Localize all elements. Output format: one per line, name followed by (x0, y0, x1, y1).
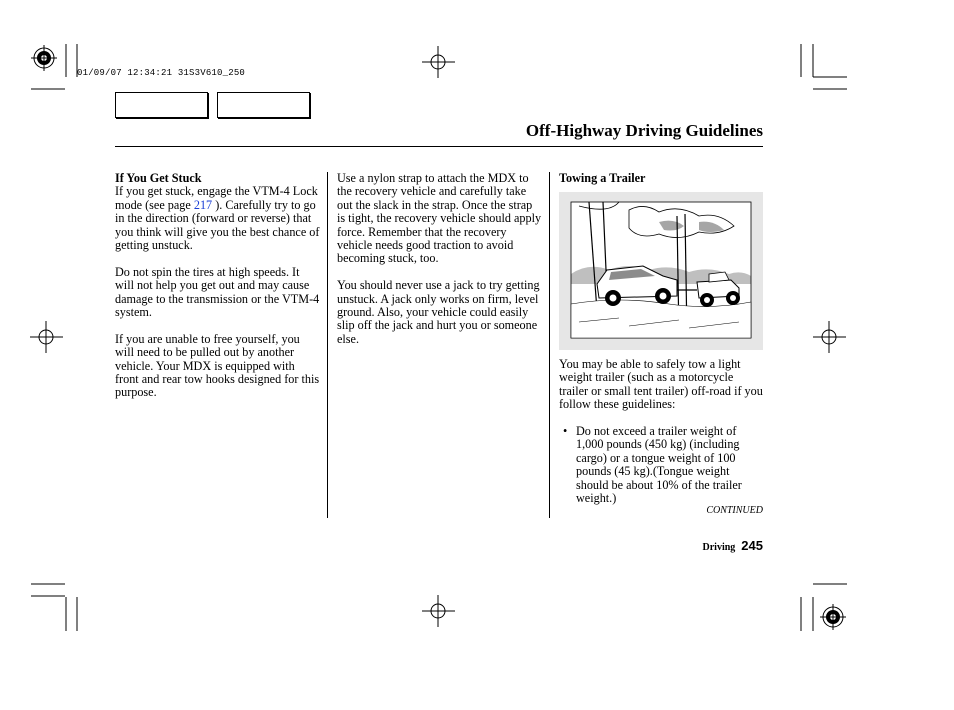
paragraph-stuck-3: If you are unable to free yourself, you will need to be pulled out by another vehicle. Your MDX is equipped with front and rear tow hooks designed for this purpose. (115, 331, 320, 400)
heading-if-you-get-stuck: If You Get Stuck (115, 171, 202, 185)
paragraph-strap: Use a nylon strap to attach the MDX to the recovery vehicle and carefully take out the slack in the strap. Once the strap is tight, the recovery vehicle should apply force. Remember that the recovery vehicle needs good traction to avoid becoming stuck, too. (337, 171, 542, 266)
title-rule (115, 146, 763, 147)
column-3-body (559, 358, 765, 505)
column-3 (559, 172, 765, 185)
continued-label: CONTINUED (706, 505, 763, 516)
paragraph-jack: You should never use a jack to try getting unstuck. A jack only works on firm, level ground. Also, your vehicle could easily slip off the jack and hurt you or someone else. (337, 278, 540, 346)
heading-towing-a-trailer: Towing a Trailer (559, 171, 646, 185)
header-tab-right (217, 92, 310, 118)
paragraph-stuck-2: Do not spin the tires at high speeds. It will not help you get out and may cause damage to the transmission or the VTM-4 system. (115, 264, 320, 320)
column-divider-2 (549, 172, 550, 518)
crosshair-top (422, 46, 455, 78)
crosshair-right (813, 321, 846, 353)
crosshair-left (30, 321, 63, 353)
header-tab-left (115, 92, 208, 118)
page-number: 245 (741, 538, 763, 553)
suv-towing-trailer-image (559, 192, 763, 350)
column-1 (115, 172, 320, 413)
page-title: Off-Highway Driving Guidelines (525, 121, 763, 140)
bullet-symbol: • (563, 424, 568, 439)
crosshair-bottom (422, 595, 455, 627)
bullet-trailer-weight (559, 425, 765, 505)
page-link-217[interactable]: 217 (193, 197, 213, 212)
paragraph-stuck-1: If you get stuck, engage the VTM-4 Lock mode (see page 217 ). Carefully try to go in the direction (forward or reverse) that you think will give you the best chance of getting unstuck. (115, 184, 320, 253)
column-2 (337, 172, 543, 360)
registration-circle-top-left (31, 45, 57, 71)
footer-section-name: Driving (702, 542, 736, 553)
towing-illustration (559, 192, 763, 350)
registration-circle-bottom-right (820, 604, 846, 630)
column-divider-1 (327, 172, 328, 518)
bullet-text: Do not exceed a trailer weight of 1,000 pounds (450 kg) (including cargo) or a tongue weight of 100 pounds (45 kg).(Tongue weight should be about 10% of the trailer weight.) (576, 424, 742, 506)
print-stamp: 01/09/07 12:34:21 31S3V610_250 (77, 68, 246, 78)
paragraph-towing-intro: You may be able to safely tow a light weight trailer (such as a motorcycle trailer or small tent trailer) off-road if you follow these guidelines: (559, 357, 763, 412)
footer (703, 538, 763, 553)
